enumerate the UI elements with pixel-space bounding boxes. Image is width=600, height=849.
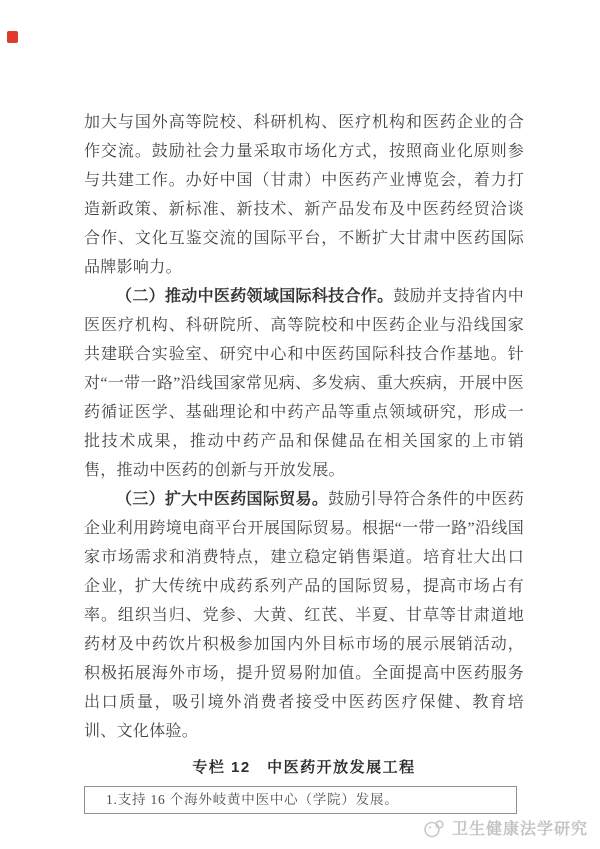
paragraph-intl-trade xyxy=(84,485,524,746)
watermark-logo-icon xyxy=(423,818,447,838)
red-marker-icon xyxy=(7,31,18,43)
paragraph-cooperation-exchange: 加大与国外高等院校、科研机构、医疗机构和医药企业的合作交流。鼓励社会力量采取市场化方式，按照商业化原则参与共建工作。办好中国（甘肃）中医药产业博览会，着力打造新政策、新标准、新技术、新产品发布及中医药经贸洽谈合作、文化互鉴交流的国际平台，不断扩大甘肃中医药国际品牌影响力。 xyxy=(84,114,524,276)
paragraph-body-2: 鼓励并支持省内中医医疗机构、科研院所、高等院校和中医药企业与沿线国家共建联合实验室、研究中心和中医药国际科技合作基地。针对“一带一路”沿线国家常见病、多发病、重大疾病，开展中医药循证医学、基础理论和中药产品等重点领域研究，形成一批技术成果，推动中药产品和保健品在相关国家的上市销售，推动中医药的创新与开放发展。 xyxy=(84,288,524,479)
paragraph-body-3: 鼓励引导符合条件的中医药企业利用跨境电商平台开展国际贸易。根据“一带一路”沿线国家市场需求和消费特点，建立稳定销售渠道。培育壮大出口企业，扩大传统中成药系列产品的国际贸易，提高市场占有率。组织当归、党参、大黄、红芪、半夏、甘草等甘肃道地药材及中药饮片积极参加国内外目标市场的展示展销活动，积极拓展海外市场，提升贸易附加值。全面提高中医药服务出口质量，吸引境外消费者接受中医药医疗保健、教育培训、文化体验。 xyxy=(84,491,524,740)
watermark xyxy=(423,816,588,839)
document-content xyxy=(84,108,524,814)
watermark-text: 卫生健康法学研究 xyxy=(451,821,588,838)
paragraph-lead-2: （二）推动中医药领域国际科技合作。 xyxy=(116,288,394,305)
column-box xyxy=(84,786,517,814)
paragraph-lead-3: （三）扩大中医药国际贸易。 xyxy=(116,491,329,508)
paragraph-intl-sci-tech-cooperation xyxy=(84,282,524,485)
column-box-item: 1.支持 16 个海外岐黄中医中心（学院）发展。 xyxy=(106,792,399,807)
column-heading: 专栏 12 中医药开放发展工程 xyxy=(192,759,416,776)
